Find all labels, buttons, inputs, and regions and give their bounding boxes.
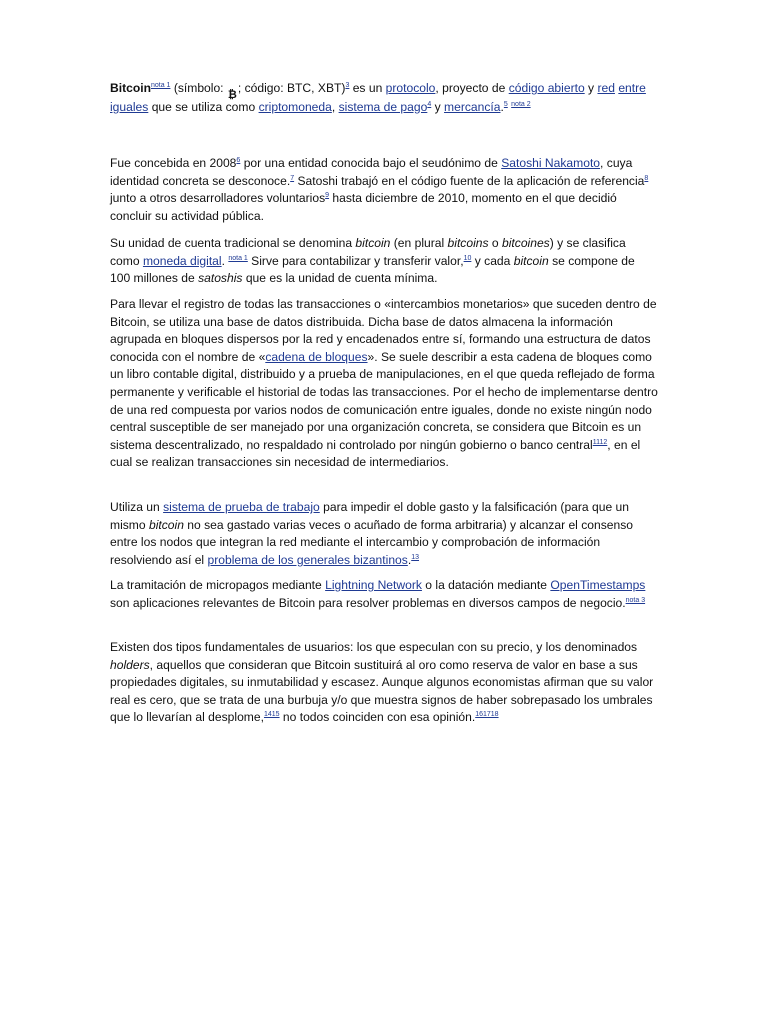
footnote-ref[interactable]: 6 bbox=[236, 156, 241, 164]
link-satoshi-nakamoto[interactable]: Satoshi Nakamoto bbox=[501, 156, 601, 170]
footnote-ref[interactable]: 7 bbox=[290, 174, 295, 182]
footnote-ref[interactable]: 3 bbox=[345, 81, 350, 89]
paragraph-unit: Su unidad de cuenta tradicional se denomina bitcoin (en plural bitcoins o bitcoines) y se clasifica como moneda digital. $^{nota 1}$ Sirve para contabilizar y transferir valor,$^{10}$ y cada bitcoin se compone de 100 millones de satoshis que es la unidad de cuenta mínima. bbox=[110, 236, 635, 286]
paragraph-origin: Fue concebida en 2008$^6$ por una entidad conocida bajo el seudónimo de Satoshi Nakamoto, cuya identidad concreta se desconoce.$^7$ Satoshi trabajó en el código fuente de la aplicación de referencia$^8$ junto a otros desarrolladores voluntarios$^9$ hasta diciembre de 2010, momento en el que decidió concluir su actividad pública. bbox=[110, 156, 649, 223]
link-lightning-network[interactable]: Lightning Network bbox=[325, 578, 422, 592]
link-cadena-de-bloques[interactable]: cadena de bloques bbox=[265, 349, 368, 364]
link-entre-iguales[interactable]: entre iguales bbox=[110, 81, 646, 114]
footnote-ref[interactable]: 1415 bbox=[263, 711, 280, 719]
link-red[interactable]: red bbox=[597, 81, 615, 95]
bitcoin-symbol-icon: ₿ bbox=[227, 89, 237, 101]
footnote-ref[interactable]: 5 bbox=[503, 100, 508, 108]
footnote-ref[interactable]: 9 bbox=[325, 192, 330, 200]
term-bitcoin: Bitcoin bbox=[110, 81, 151, 95]
footnote-ref[interactable]: nota 2 bbox=[511, 100, 531, 108]
link-sistema-de-pago[interactable]: sistema de pago bbox=[338, 99, 428, 114]
link-generales-bizantinos[interactable]: problema de los generales bizantinos bbox=[207, 552, 408, 567]
paragraph-applications: La tramitación de micropagos mediante Lightning Network o la datación mediante OpenTimestamps son aplicaciones relevantes de Bitcoin para resolver problemas en diversos campos de negocio.$^{nota 3}$ bbox=[110, 578, 646, 610]
paragraph-intro: Bitcoin$^{nota 1}$ (símbolo: ₿; código: BTC, XBT)$^3$ es un protocolo, proyecto de código abierto y red entre iguales que se utiliza como criptomoneda, sistema de pago$^4$ y mercancía.$^5$ $^{nota 2}$ bbox=[110, 81, 646, 114]
footnote-ref[interactable]: nota 3 bbox=[625, 596, 646, 604]
footnote-ref[interactable]: 161718 bbox=[475, 711, 499, 719]
footnote-ref[interactable]: 1112 bbox=[592, 438, 608, 446]
paragraph-users: Existen dos tipos fundamentales de usuarios: los que especulan con su precio, y los denominados holders, aquellos que consideran que Bitcoin sustituirá al oro como reserva de valor en base a sus propiedades digitales, su inmutabilidad y escasez. Aunque algunos economistas afirman que su valor real es cero, que se trata de una burbuja y/o que muestra signos de haber sobrepasado los umbrales que lo llevarían al desplome,$^{1415}$ no todos coinciden con esa opinión.$^{161718}$ bbox=[110, 640, 654, 725]
link-sistema-prueba-de-trabajo[interactable]: sistema de prueba de trabajo bbox=[163, 500, 320, 514]
paragraph-proof-of-work: Utiliza un sistema de prueba de trabajo para impedir el doble gasto y la falsificación (para que un mismo bitcoin no sea gastado varias veces o acuñado de forma arbitraria) y alcanzar el consenso entre los nodos que integran la red mediante el intercambio y comprobación de información resolviendo así el problema de los generales bizantinos.$^{13}$ bbox=[110, 500, 634, 567]
link-codigo-abierto[interactable]: código abierto bbox=[508, 81, 585, 95]
footnote-ref[interactable]: 4 bbox=[427, 100, 432, 108]
footnote-ref[interactable]: 10 bbox=[463, 254, 472, 262]
paragraph-blockchain: Para llevar el registro de todas las transacciones o «intercambios monetarios» que suceden dentro de Bitcoin, se utiliza una base de datos distribuida. Dicha base de datos almacena la información agrupada en bloques dispersos por la red y encadenados entre sí, formando una estructura de datos conocida con el nombre de «cadena de bloques». Se suele describir a esta cadena de bloques como un libro contable digital, distribuido y a prueba de manipulaciones, en el que queda reflejado de forma permanente y verificable el historial de todas las transacciones. Por el hecho de implementarse dentro de una red compuesta por varios nodos de comunicación entre iguales, donde no existe ningún nodo central susceptible de ser manejado por una organización concreta, se considera que Bitcoin es un sistema descentralizado, no respaldado ni controlado por ningún gobierno o banco central$^{1112}$, en el cual se realizan transacciones sin necesidad de intermediarios. bbox=[110, 297, 658, 470]
footnote-ref[interactable]: nota 1 bbox=[150, 81, 171, 89]
link-protocolo[interactable]: protocolo bbox=[385, 81, 436, 95]
link-opentimestamps[interactable]: OpenTimestamps bbox=[550, 578, 646, 592]
link-moneda-digital[interactable]: moneda digital bbox=[142, 253, 222, 268]
footnote-ref[interactable]: 8 bbox=[644, 174, 649, 182]
footnote-ref[interactable]: 13 bbox=[411, 553, 420, 561]
link-mercancia[interactable]: mercancía bbox=[444, 99, 501, 114]
footnote-ref[interactable]: nota 1 bbox=[228, 254, 248, 262]
link-criptomoneda[interactable]: criptomoneda bbox=[258, 99, 332, 114]
